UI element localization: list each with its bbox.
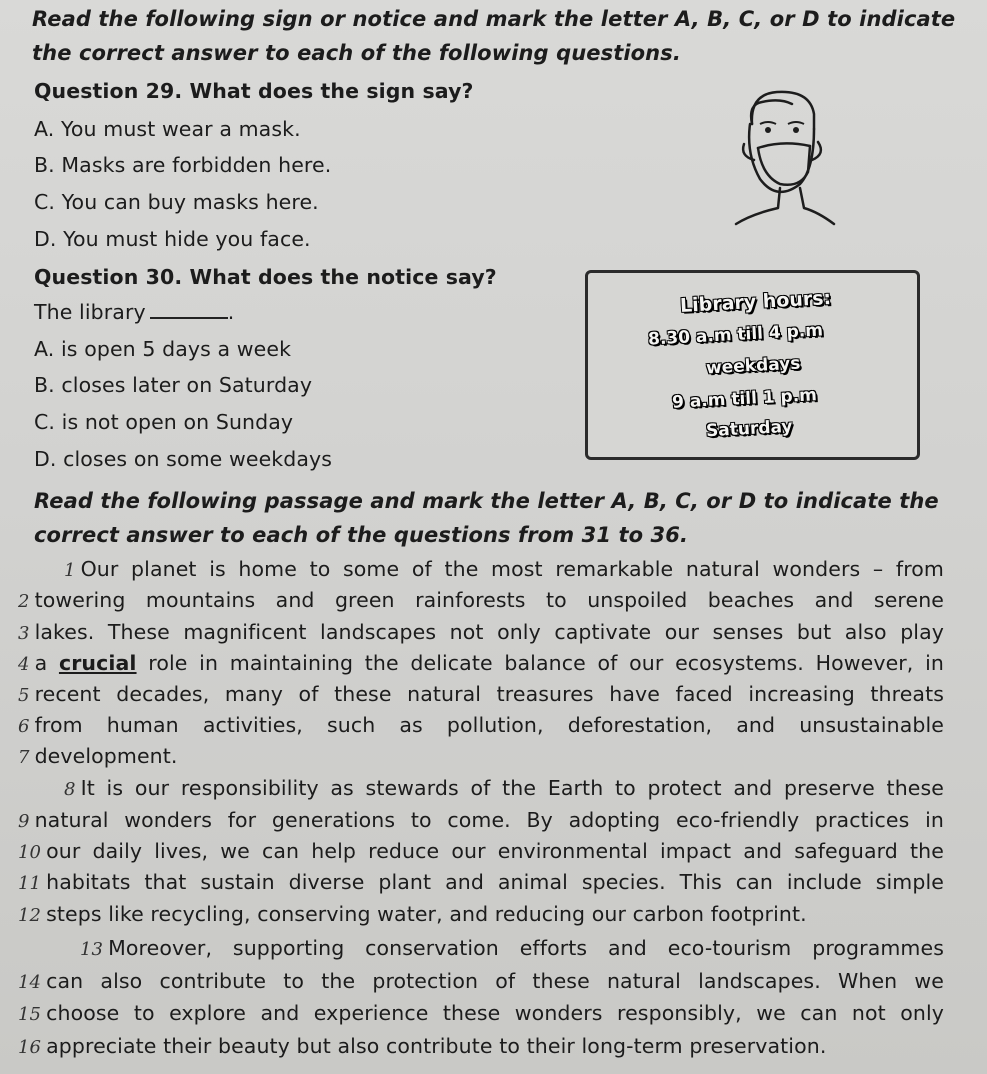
line-number: 4 (18, 654, 30, 675)
notice-weekday-hours: 8.30 a.m till 4 p.m (647, 320, 824, 350)
notice-weekday-label: weekdays (705, 353, 801, 379)
passage-line-text: Our planet is home to some of the most remarkable natural wonders – from (80, 557, 944, 581)
passage-line-7 (18, 741, 944, 773)
q30-option-c[interactable]: C. is not open on Sunday (34, 410, 294, 434)
q30-stem-text: The library (34, 300, 146, 324)
passage-line-text: appreciate their beauty but also contribute to their long-term preservation. (46, 1034, 827, 1058)
notice-saturday-hours: 9 a.m till 1 p.m (671, 385, 818, 413)
q30-option-d[interactable]: D. closes on some weekdays (34, 447, 333, 471)
line-number: 2 (18, 591, 30, 612)
passage-line-text: steps like recycling, conserving water, and reducing our carbon footprint. (46, 902, 807, 926)
question-29: Question 29. What does the sign say? (34, 79, 474, 103)
passage-line-text: It is our responsibility as stewards of the Earth to protect and preserve these (80, 776, 944, 800)
passage-line-text: from human activities, such as pollution, deforestation, and unsustainable (34, 713, 944, 737)
line-number: 12 (18, 905, 42, 926)
sign-instructions-line-1: Read the following sign or notice and mark the letter A, B, C, or D to indicate (32, 7, 956, 31)
library-notice (585, 270, 920, 460)
q30-option-a[interactable]: A. is open 5 days a week (34, 337, 292, 361)
mask-sign-image (722, 84, 842, 244)
passage-line-3 (18, 617, 944, 649)
passage-line-16 (18, 1031, 944, 1063)
passage-line-text: habitats that sustain diverse plant and animal species. This can include simple (46, 870, 944, 894)
underlined-word-crucial: crucial (58, 651, 137, 675)
passage-line-text: can also contribute to the protection of these natural landscapes. When we (46, 969, 944, 993)
passage-instructions-line-2: correct answer to each of the questions from 31 to 36. (34, 523, 689, 547)
q29-option-a[interactable]: A. You must wear a mask. (34, 117, 301, 141)
sign-instructions-line-2: the correct answer to each of the following questions. (32, 41, 681, 65)
passage-line-15 (18, 998, 944, 1030)
eye-icon (793, 127, 799, 133)
line-number: 5 (18, 685, 30, 706)
passage-line-9 (18, 805, 944, 837)
notice-title: Library hours: (679, 287, 832, 317)
q30-option-b[interactable]: B. closes later on Saturday (34, 373, 313, 397)
passage-line-2 (18, 585, 944, 617)
q30-stem (34, 297, 234, 327)
answer-blank[interactable] (150, 301, 228, 319)
passage-line-6 (18, 710, 944, 742)
line-number: 6 (18, 716, 30, 737)
passage-line-4 (18, 648, 944, 680)
q29-option-c[interactable]: C. You can buy masks here. (34, 190, 319, 214)
passage-line-13 (38, 933, 944, 965)
passage-line-text: towering mountains and green rainforests to unspoiled beaches and serene (34, 588, 944, 612)
passage-line-1 (38, 554, 944, 586)
line-number: 11 (18, 873, 42, 894)
passage-line-8 (38, 773, 944, 805)
line-number: 14 (18, 972, 42, 993)
line-number: 8 (64, 779, 76, 800)
line-number: 7 (18, 747, 30, 768)
line-number: 10 (18, 842, 42, 863)
passage-instructions-line-1: Read the following passage and mark the letter A, B, C, or D to indicate the (34, 489, 939, 513)
q30-stem-end: . (227, 300, 235, 324)
q29-option-b[interactable]: B. Masks are forbidden here. (34, 153, 332, 177)
line-number: 13 (80, 939, 104, 960)
passage-line-text: Moreover, supporting conservation efforts and eco-tourism programmes (108, 936, 944, 960)
line-number: 1 (64, 560, 76, 581)
q29-option-d[interactable]: D. You must hide you face. (34, 227, 311, 251)
question-30: Question 30. What does the notice say? (34, 265, 497, 289)
passage-line-text: recent decades, many of these natural treasures have faced increasing threats (34, 682, 944, 706)
passage-line-10 (18, 836, 944, 868)
passage-line-5 (18, 679, 944, 711)
line-number: 15 (18, 1004, 42, 1025)
line-number: 3 (18, 623, 30, 644)
passage-line-12 (18, 899, 944, 931)
passage-line-text: choose to explore and experience these wonders responsibly, we can not only (46, 1001, 944, 1025)
passage-line-text: development. (34, 744, 178, 768)
passage-line-text: a (34, 651, 48, 675)
notice-saturday-label: Saturday (705, 416, 793, 442)
passage-line-text: role in maintaining the delicate balance of our ecosystems. However, in (148, 651, 945, 675)
passage-line-text: lakes. These magnificent landscapes not only captivate our senses but also play (34, 620, 944, 644)
eye-icon (765, 127, 771, 133)
passage-line-14 (18, 966, 944, 998)
line-number: 9 (18, 811, 30, 832)
line-number: 16 (18, 1037, 42, 1058)
passage-line-text: our daily lives, we can help reduce our environmental impact and safeguard the (46, 839, 944, 863)
passage-line-11 (18, 867, 944, 899)
passage-line-text: natural wonders for generations to come. By adopting eco-friendly practices in (34, 808, 944, 832)
